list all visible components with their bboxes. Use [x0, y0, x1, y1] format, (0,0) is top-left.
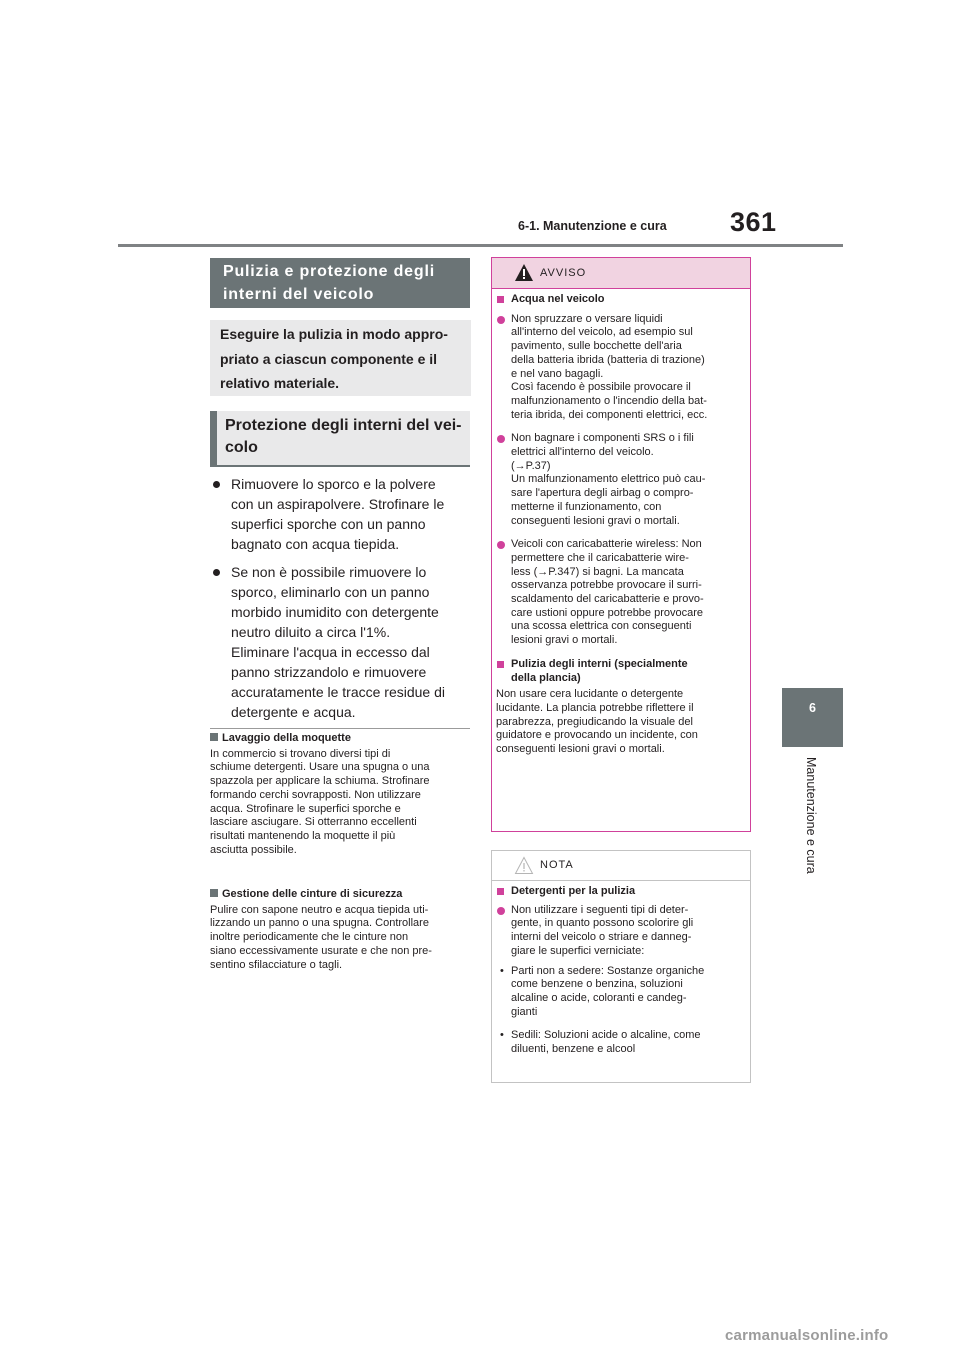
warning-line: elettrici all'interno del veicolo.	[511, 446, 654, 459]
nota-box	[491, 850, 751, 1083]
nota-item	[496, 904, 742, 959]
note-heading	[210, 732, 470, 746]
warning-line: Un malfunzionamento elettrico può cau-	[511, 473, 706, 486]
warning-item	[496, 313, 742, 423]
intro-line: relativo materiale.	[220, 375, 340, 391]
circle-bullet-icon	[497, 907, 505, 915]
main-heading-line: Pulizia e protezione degli	[223, 263, 435, 280]
nota-line: Sedili: Soluzioni acide o alcaline, come	[511, 1029, 701, 1042]
nota-line: gente, in quanto possono scolorire gli	[511, 917, 694, 930]
nota-line: come benzene o benzina, soluzioni	[511, 978, 683, 991]
note-line: risultati mantenendo la moquette il più	[210, 829, 396, 842]
warning-subheading	[496, 293, 742, 307]
nota-line: Parti non a sedere: Sostanze organiche	[511, 964, 705, 977]
warning-line: metterne il funzionamento, con	[511, 500, 662, 513]
bullet-line: morbido inumidito con detergente	[231, 604, 439, 620]
note-carpet	[210, 732, 470, 857]
section-title: 6-1. Manutenzione e cura	[518, 219, 667, 233]
bullet-line: panno strizzandolo e rimuovere	[231, 664, 427, 680]
warning-line: Così facendo è possibile provocare il	[511, 381, 691, 394]
warning-subheading-text: della plancia)	[511, 671, 581, 684]
warning-line: less (→P.347) si bagni. La mancata	[511, 565, 684, 578]
warning-line: conseguenti lesioni gravi o mortali.	[496, 743, 665, 756]
intro-line: Eseguire la pulizia in modo appro-	[220, 326, 448, 342]
warning-line: care ustioni oppure potrebbe provocare	[511, 606, 704, 619]
watermark: carmanualsonline.info	[725, 1327, 889, 1344]
nota-dash-item	[496, 1029, 742, 1056]
warning-line: della batteria ibrida (batteria di trazione)	[511, 353, 705, 366]
warning-paragraph	[496, 688, 742, 757]
bullet-item	[210, 562, 470, 722]
warning-page-ref[interactable]: (→P.37)	[511, 459, 551, 472]
note-line: acqua. Strofinare le superfici sporche e	[210, 802, 401, 815]
bullet-line: detergente e acqua.	[231, 704, 356, 720]
sub-heading-line: Protezione degli interni del vei-	[225, 417, 462, 434]
nota-body	[492, 881, 750, 1057]
warning-line: all'interno del veicolo, ad esempio sul	[511, 326, 693, 339]
warning-line: osservanza potrebbe provocare il surri-	[511, 579, 702, 592]
warning-line: sare l'apertura degli airbag o compro-	[511, 487, 694, 500]
bullet-line: superfici sporche con un panno	[231, 516, 426, 532]
warning-line: Veicoli con caricabatterie wireless: Non	[511, 538, 702, 551]
square-bullet-icon	[497, 296, 504, 303]
nota-line: giare le superfici verniciate:	[511, 944, 645, 957]
nota-line: gianti	[511, 1005, 538, 1018]
note-line: asciutta possibile.	[210, 843, 297, 856]
chapter-side-label: Manutenzione e cura	[804, 757, 818, 874]
note-heading-text: Gestione delle cinture di sicurezza	[222, 888, 403, 900]
square-bullet-icon	[210, 889, 218, 897]
nota-line: Non utilizzare i seguenti tipi di deter-	[511, 903, 689, 916]
bullet-list	[210, 474, 470, 730]
nota-line: diluenti, benzene e alcool	[511, 1043, 636, 1056]
sub-heading-line: colo	[225, 439, 258, 456]
square-bullet-icon	[210, 733, 218, 741]
bullet-dot-icon	[213, 569, 220, 576]
note-line: sentino sfilacciature o tagli.	[210, 958, 343, 971]
note-line: siano eccessivamente usurate e che non pre-	[210, 944, 432, 957]
warning-line: lucidante. La plancia potrebbe riflettere il	[496, 701, 694, 714]
warning-line: e nel vano bagagli.	[511, 367, 604, 380]
warning-subheading-text: Acqua nel veicolo	[511, 293, 605, 305]
header-rule	[118, 244, 843, 247]
note-seatbelts	[210, 888, 470, 972]
warning-title: AVVISO	[540, 267, 587, 279]
dot-bullet-icon: •	[500, 1029, 504, 1042]
caution-triangle-icon	[514, 856, 534, 875]
note-line: lasciare asciugare. Si otterranno eccellenti	[210, 816, 417, 829]
warning-body	[492, 289, 750, 757]
note-heading-text: Lavaggio della moquette	[222, 732, 351, 744]
note-line: lizzando un panno o una spugna. Controllare	[210, 917, 429, 930]
nota-line: alcaline o acide, coloranti e candeg-	[511, 991, 687, 1004]
nota-title: NOTA	[540, 859, 574, 871]
note-heading	[210, 888, 470, 902]
circle-bullet-icon	[497, 541, 505, 549]
bullet-line: accuratamente le tracce residue di	[231, 684, 445, 700]
chapter-number: 6	[809, 701, 816, 715]
warning-subheading	[496, 658, 742, 685]
bullet-line: Rimuovere lo sporco e la polvere	[231, 476, 436, 492]
section-divider	[210, 728, 470, 729]
warning-line: Non bagnare i componenti SRS o i fili	[511, 432, 694, 445]
dot-bullet-icon: •	[500, 964, 504, 977]
intro-box	[210, 320, 471, 396]
warning-header	[492, 258, 750, 289]
nota-header	[492, 851, 750, 881]
bullet-line: neutro diluito a circa l'1%.	[231, 624, 391, 640]
circle-bullet-icon	[497, 316, 505, 324]
bullet-line: sporco, eliminarlo con un panno	[231, 584, 430, 600]
nota-subheading	[496, 885, 742, 899]
circle-bullet-icon	[497, 435, 505, 443]
bullet-line: con un aspirapolvere. Strofinare le	[231, 496, 445, 512]
warning-subheading-text: Pulizia degli interni (specialmente	[511, 657, 688, 670]
warning-line: pavimento, sulle bocchette dell'aria	[511, 340, 682, 353]
warning-line: parabrezza, pregiudicando la visuale del	[496, 715, 693, 728]
main-heading	[210, 258, 470, 308]
warning-line: permettere che il caricabatterie wire-	[511, 551, 689, 564]
nota-dash-item	[496, 965, 742, 1020]
warning-triangle-icon	[514, 263, 534, 282]
warning-line: una scossa elettrica con conseguenti	[511, 620, 692, 633]
note-line: In commercio si trovano diversi tipi di	[210, 747, 391, 760]
note-line: Pulire con sapone neutro e acqua tiepida uti-	[210, 903, 429, 916]
note-line: formando cerchi sovrapposti. Non utilizzare	[210, 788, 421, 801]
bullet-dot-icon	[213, 481, 220, 488]
warning-line: conseguenti lesioni gravi o mortali.	[511, 514, 680, 527]
square-bullet-icon	[497, 888, 504, 895]
warning-line: guidatore e provocando un incidente, con	[496, 729, 698, 742]
chapter-tab	[782, 688, 843, 747]
bullet-item	[210, 474, 470, 554]
intro-line: priato a ciascun componente e il	[220, 350, 438, 367]
warning-line: Non usare cera lucidante o detergente	[496, 688, 684, 701]
warning-item	[496, 432, 742, 528]
nota-subheading-text: Detergenti per la pulizia	[511, 885, 636, 897]
note-line: spazzola per applicare la schiuma. Strofinare	[210, 775, 430, 788]
warning-item	[496, 538, 742, 648]
square-bullet-icon	[497, 661, 504, 668]
warning-box	[491, 257, 751, 832]
bullet-line: bagnato con acqua tiepida.	[231, 536, 400, 552]
bullet-line: Eliminare l'acqua in eccesso dal	[231, 644, 430, 660]
warning-line: lesioni gravi o mortali.	[511, 634, 618, 647]
warning-line: malfunzionamento o l'incendio della bat-	[511, 394, 707, 407]
warning-line: teria ibrida, dei componenti elettrici, ecc.	[511, 408, 708, 421]
note-line: inoltre periodicamente che le cinture non	[210, 931, 409, 944]
main-heading-line: interni del veicolo	[223, 286, 375, 303]
nota-line: interni del veicolo o striare e danneg-	[511, 931, 692, 944]
note-line: schiume detergenti. Usare una spugna o una	[210, 761, 430, 774]
sub-heading	[210, 411, 470, 467]
bullet-line: Se non è possibile rimuovere lo	[231, 564, 427, 580]
page-number: 361	[730, 207, 777, 237]
warning-line: scaldamento del caricabatterie e provo-	[511, 593, 704, 606]
warning-line: Non spruzzare o versare liquidi	[511, 312, 663, 325]
